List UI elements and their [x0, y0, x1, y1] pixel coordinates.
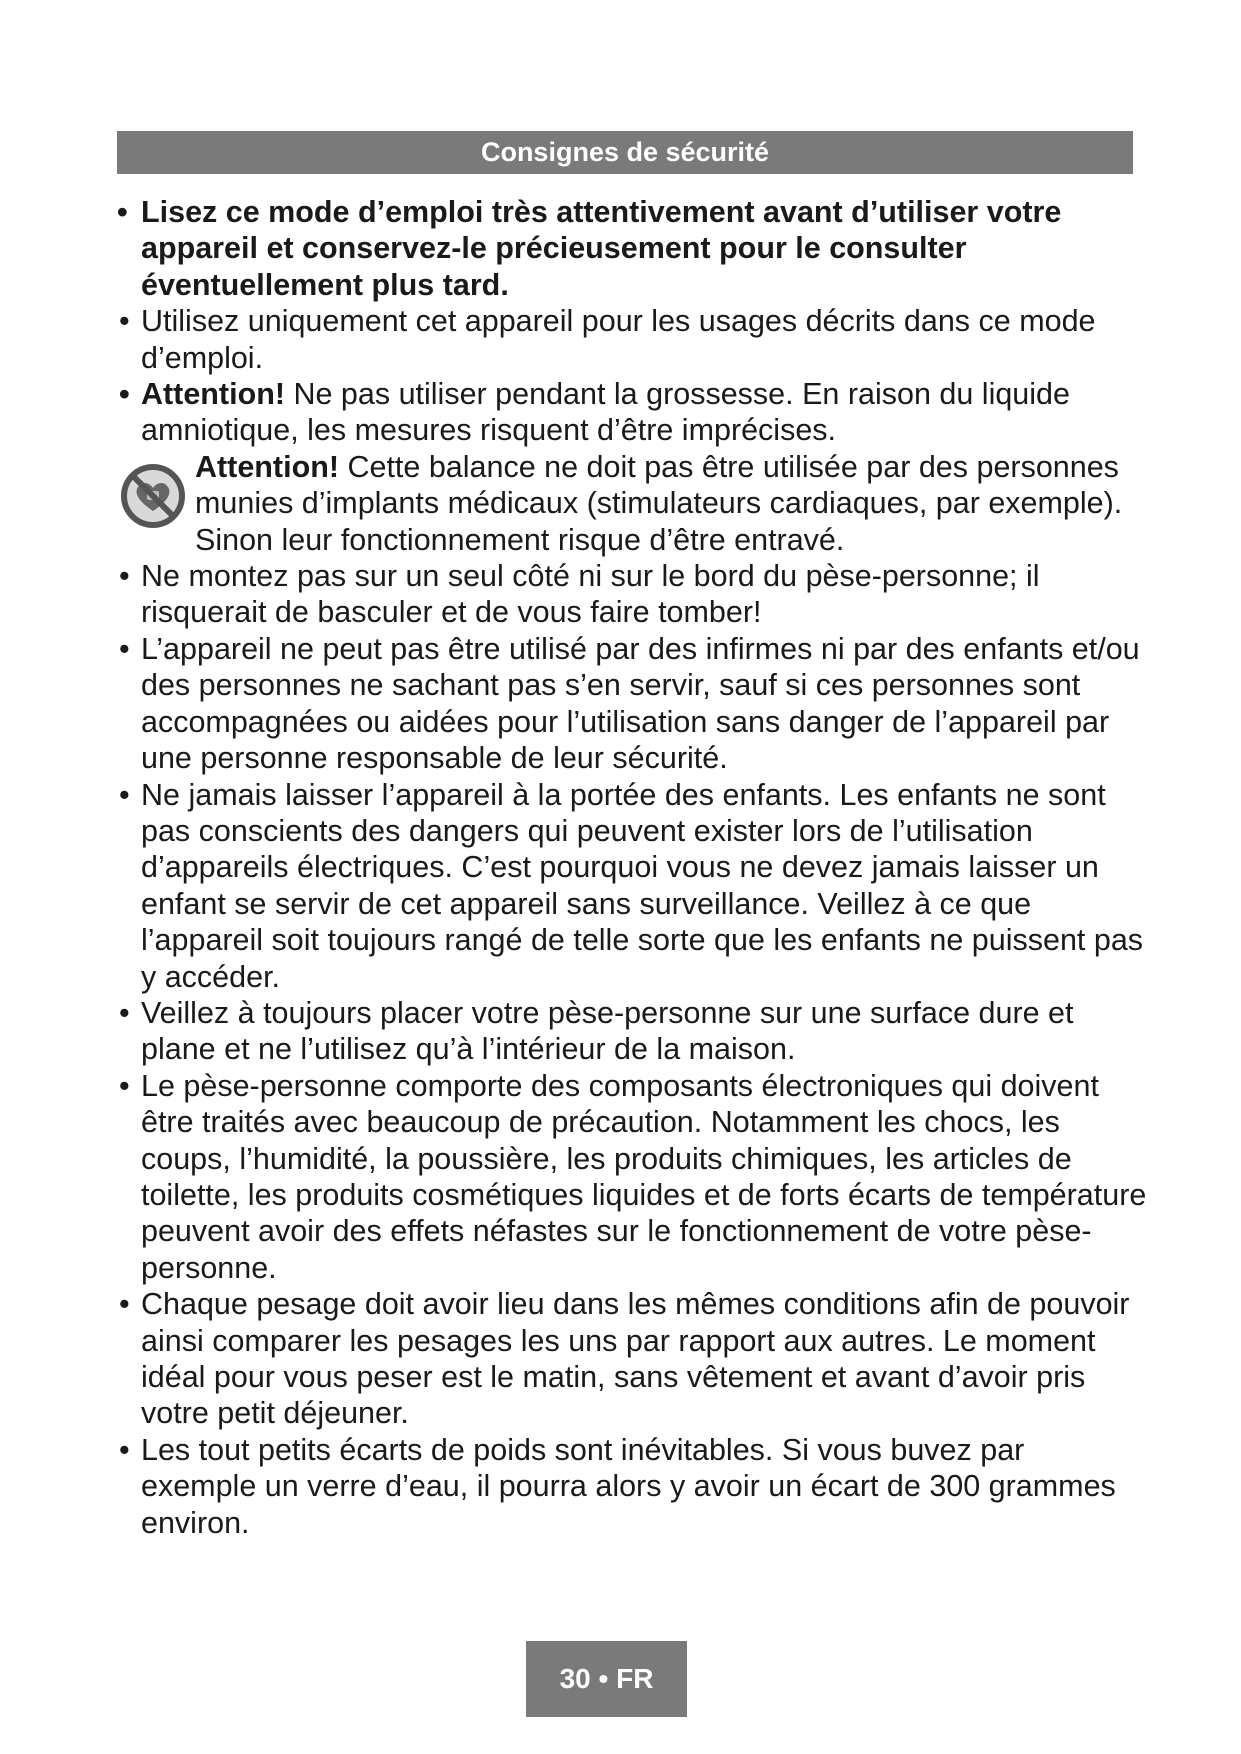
list-item — [117, 1432, 1147, 1541]
item-text: Chaque pesage doit avoir lieu dans les mêmes conditions afin de pouvoir ainsi comparer les pesages les uns par rapport aux autres. Le moment idéal pour vous peser est le matin, sans vêtement et avant d’avoir pris votre petit déjeuner. — [141, 1287, 1130, 1431]
list-item — [117, 777, 1147, 995]
list-item — [117, 303, 1147, 376]
list-item — [117, 376, 1147, 449]
section-title: Consignes de sécurité — [480, 137, 770, 167]
bullet: • — [119, 559, 130, 594]
item-text: Veillez à toujours placer votre pèse-personne sur une surface dure et plane et ne l’utilisez qu’à l’intérieur de la maison. — [141, 995, 1074, 1067]
bullet: • — [119, 1068, 130, 1103]
page-number: 30 • FR — [559, 1663, 654, 1694]
bullet: • — [119, 377, 130, 412]
bullet: • — [119, 777, 130, 812]
bullet: • — [119, 995, 130, 1030]
list-item — [117, 995, 1147, 1068]
list-item — [117, 194, 1147, 303]
pacemaker-warning — [117, 449, 1147, 558]
bullet: • — [119, 1432, 130, 1467]
item-text: Les tout petits écarts de poids sont inévitables. Si vous buvez par exemple un verre d’eau, il pourra alors y avoir un écart de 300 grammes environ. — [141, 1432, 1116, 1540]
item-text: Le pèse-personne comporte des composants électroniques qui doivent être traités avec beaucoup de précaution. Notamment les chocs, les coups, l’humidité, la poussière, les produits chimiques, les articles de toilette, les produits cosmétiques liquides et de forts écarts de température peuvent avoir des effets néfastes sur le fonctionnement de votre pèse-personne. — [141, 1068, 1147, 1285]
page-number-badge — [526, 1641, 687, 1717]
item-text: Utilisez uniquement cet appareil pour les usages décrits dans ce mode d’emploi. — [141, 304, 1096, 375]
list-item — [117, 1068, 1147, 1286]
list-item — [117, 1286, 1147, 1432]
list-item — [117, 631, 1147, 777]
item-text: Ne jamais laisser l’appareil à la portée des enfants. Les enfants ne sont pas conscients des dangers qui peuvent exister lors de l’utilisation d’appareils électriques. C’est pourquoi vous ne devez jamais laisser un enfant se servir de cet appareil sans surveillance. Veillez à ce que l’appareil soit toujours rangé de telle sorte que les enfants ne puissent pas y accéder. — [141, 777, 1144, 994]
item-text: L’appareil ne peut pas être utilisé par des infirmes ni par des enfants et/ou des personnes ne sachant pas s’en servir, sauf si ces personnes sont accompagnées ou aidées pour l’utilisation sans danger de l’appareil par une personne responsable de leur sécurité. — [141, 631, 1140, 776]
safety-instructions-list — [117, 194, 1147, 1541]
bullet: • — [117, 195, 128, 229]
bullet: • — [119, 1287, 130, 1322]
section-title-bar — [117, 131, 1133, 174]
attention-label: Attention! — [141, 377, 285, 412]
no-pacemaker-icon — [120, 463, 186, 529]
list-item — [117, 558, 1147, 631]
item-text: Ne montez pas sur un seul côté ni sur le bord du pèse-personne; il risquerait de basculer et de vous faire tomber! — [141, 559, 1040, 630]
bullet: • — [119, 631, 130, 666]
item-text: Ne pas utiliser pendant la grossesse. En raison du liquide amniotique, les mesures risquent d’être imprécises. — [141, 377, 1070, 448]
item-text: Cette balance ne doit pas être utilisée par des personnes munies d’implants médicaux (stimulateurs cardiaques, par exemple). Sinon leur fonctionnement risque d’être entravé. — [195, 449, 1123, 557]
bullet: • — [119, 304, 130, 339]
item-text: Lisez ce mode d’emploi très attentivement avant d’utiliser votre appareil et conservez-le précieusement pour le consulter éventuellement plus tard. — [141, 195, 1062, 302]
attention-label: Attention! — [195, 449, 339, 484]
